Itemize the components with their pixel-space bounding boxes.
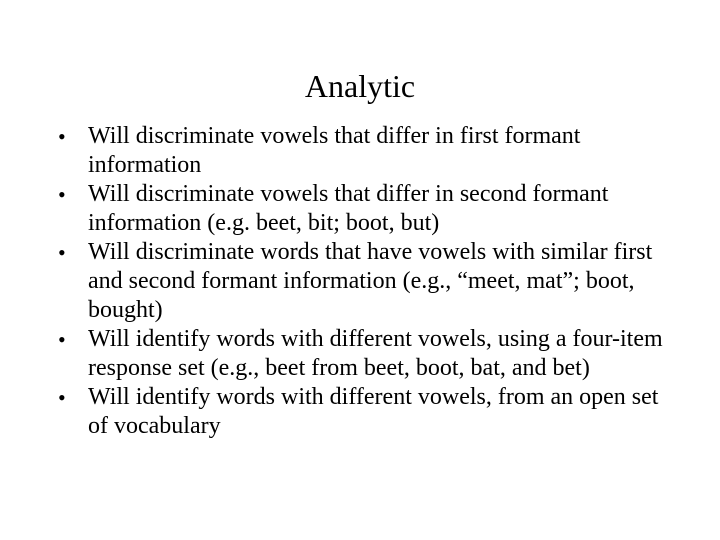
bullet-text: Will identify words with different vowels, from an open set of vocabulary bbox=[88, 384, 659, 439]
bullet-icon: • bbox=[58, 385, 66, 410]
bullet-icon: • bbox=[58, 182, 66, 207]
bullet-item bbox=[58, 122, 678, 180]
bullet-item bbox=[58, 383, 678, 441]
bullet-icon: • bbox=[58, 240, 66, 265]
bullet-icon: • bbox=[58, 124, 66, 149]
bullet-text: Will identify words with different vowels, using a four-item response set (e.g., beet from beet, boot, bat, and bet) bbox=[88, 326, 663, 381]
bullet-text: Will discriminate vowels that differ in second formant information (e.g. beet, bit; boot, but) bbox=[88, 181, 609, 236]
bullet-text: Will discriminate words that have vowels with similar first and second formant information (e.g., “meet, mat”; boot, bought) bbox=[88, 239, 653, 323]
bullet-item bbox=[58, 180, 678, 238]
bullet-list bbox=[58, 122, 678, 441]
bullet-icon: • bbox=[58, 327, 66, 352]
bullet-item bbox=[58, 238, 678, 325]
bullet-text: Will discriminate vowels that differ in first formant information bbox=[88, 123, 581, 178]
bullet-item bbox=[58, 325, 678, 383]
slide-title: Analytic bbox=[304, 68, 416, 104]
